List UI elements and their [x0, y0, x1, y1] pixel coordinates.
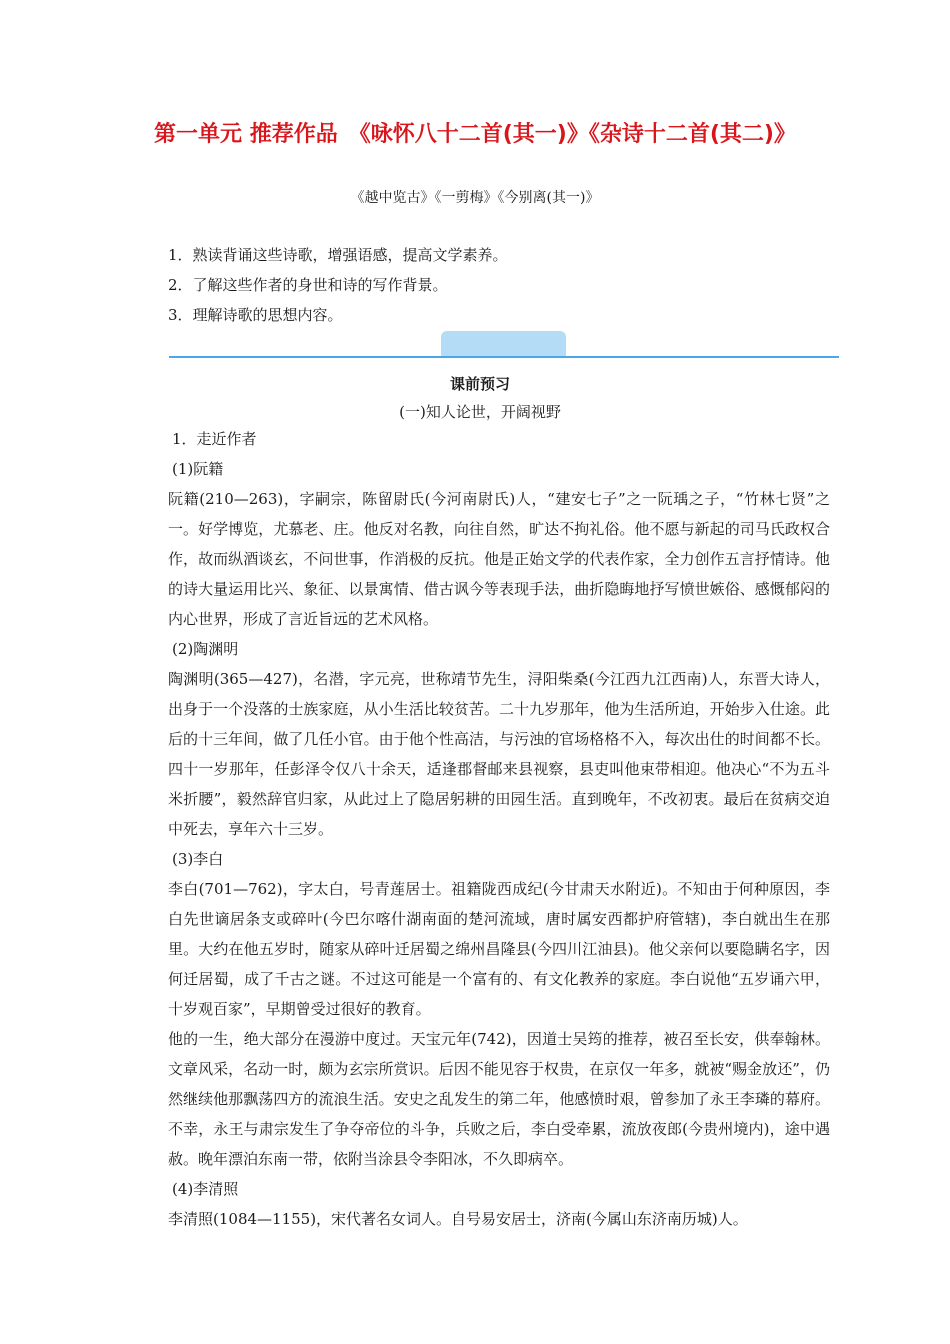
paragraph: 他的一生，绝大部分在漫游中度过。天宝元年(742)，因道士吴筠的推荐，被召至长安，供奉翰林。文章风采，名动一时，颇为玄宗所赏识。后因不能见容于权贵，在京仅一年多，就被“赐金放还”，仍然继续他那飘荡四方的流浪生活。安史之乱发生的第二年，他感愤时艰，曾参加了永王李璘的幕府。不幸，永王与肃宗发生了争夺帝位的斗争，兵败之后，李白受牵累，流放夜郎(今贵州境内)，途中遇赦。晚年漂泊东南一带，依附当涂县令李阳冰，不久即病卒。: [168, 1030, 830, 1168]
section-divider: [169, 331, 839, 361]
author-heading: (1)阮籍: [172, 460, 224, 478]
paragraph: 李清照(1084—1155)，宋代著名女词人。自号易安居士，济南(今属山东济南历城)人。: [168, 1210, 748, 1228]
objective-item: 2．了解这些作者的身世和诗的写作背景。: [168, 276, 448, 294]
objective-item: 3．理解诗歌的思想内容。: [168, 306, 343, 324]
learning-objectives: [168, 240, 828, 330]
paragraph: 李白(701—762)，字太白，号青莲居士。祖籍陇西成纪(今甘肃天水附近)。不知由于何种原因，李白先世谪居条支或碎叶(今巴尔喀什湖南面的楚河流域，唐时属安西都护府管辖)，李白就出生在那里。大约在他五岁时，随家从碎叶迁居蜀之绵州昌隆县(今四川江油县)。他父亲何以要隐瞒名字，因何迁居蜀，成了千古之谜。不过这可能是一个富有的、有文化教养的家庭。李白说他“五岁诵六甲，十岁观百家”，早期曾受过很好的教育。: [168, 880, 830, 1018]
objective-item: 1．熟读背诵这些诗歌，增强语感，提高文学素养。: [168, 246, 508, 264]
subsection-heading: 1．走近作者: [172, 430, 257, 448]
paragraph: 陶渊明(365—427)，名潜，字元亮，世称靖节先生，浔阳柴桑(今江西九江西南)人，东晋大诗人，出身于一个没落的士族家庭，从小生活比较贫苦。二十九岁那年，他为生活所迫，开始步入仕途。此后的十三年间，做了几任小官。由于他个性高洁，与污浊的官场格格不入，每次出仕的时间都不长。四十一岁那年，任彭泽令仅八十余天，适逢郡督邮来县视察，县吏叫他束带相迎。他决心“不为五斗米折腰”，毅然辞官归家，从此过上了隐居躬耕的田园生活。直到晚年，不改初衷。最后在贫病交迫中死去，享年六十三岁。: [168, 670, 830, 838]
author-heading: (4)李清照: [172, 1180, 239, 1198]
section-heading: 课前预习: [449, 375, 510, 393]
divider-line: [169, 356, 839, 358]
page-title: 第一单元 推荐作品 《咏怀八十二首(其一)》《杂诗十二首(其二)》: [154, 122, 796, 147]
author-heading: (3)李白: [172, 850, 224, 868]
body-text: [168, 424, 830, 1234]
paragraph: 阮籍(210—263)，字嗣宗，陈留尉氏(今河南尉氏)人，“建安七子”之一阮瑀之子，“竹林七贤”之一。好学博览，尤慕老、庄。他反对名教，向往自然，旷达不拘礼俗。他不愿与新起的司马氏政权合作，故而纵酒谈玄，不问世事，作消极的反抗。他是正始文学的代表作家，全力创作五言抒情诗。他的诗大量运用比兴、象征、以景寓情、借古讽今等表现手法，曲折隐晦地抒写愤世嫉俗、感慨郁闷的内心世界，形成了言近旨远的艺术风格。: [168, 490, 830, 628]
author-heading: (2)陶渊明: [172, 640, 239, 658]
section-subheading: (一)知人论世，开阔视野: [399, 403, 561, 421]
page-subtitle: 《越中览古》《一剪梅》《今别离(其一)》: [350, 190, 600, 206]
divider-tab: [441, 331, 566, 357]
